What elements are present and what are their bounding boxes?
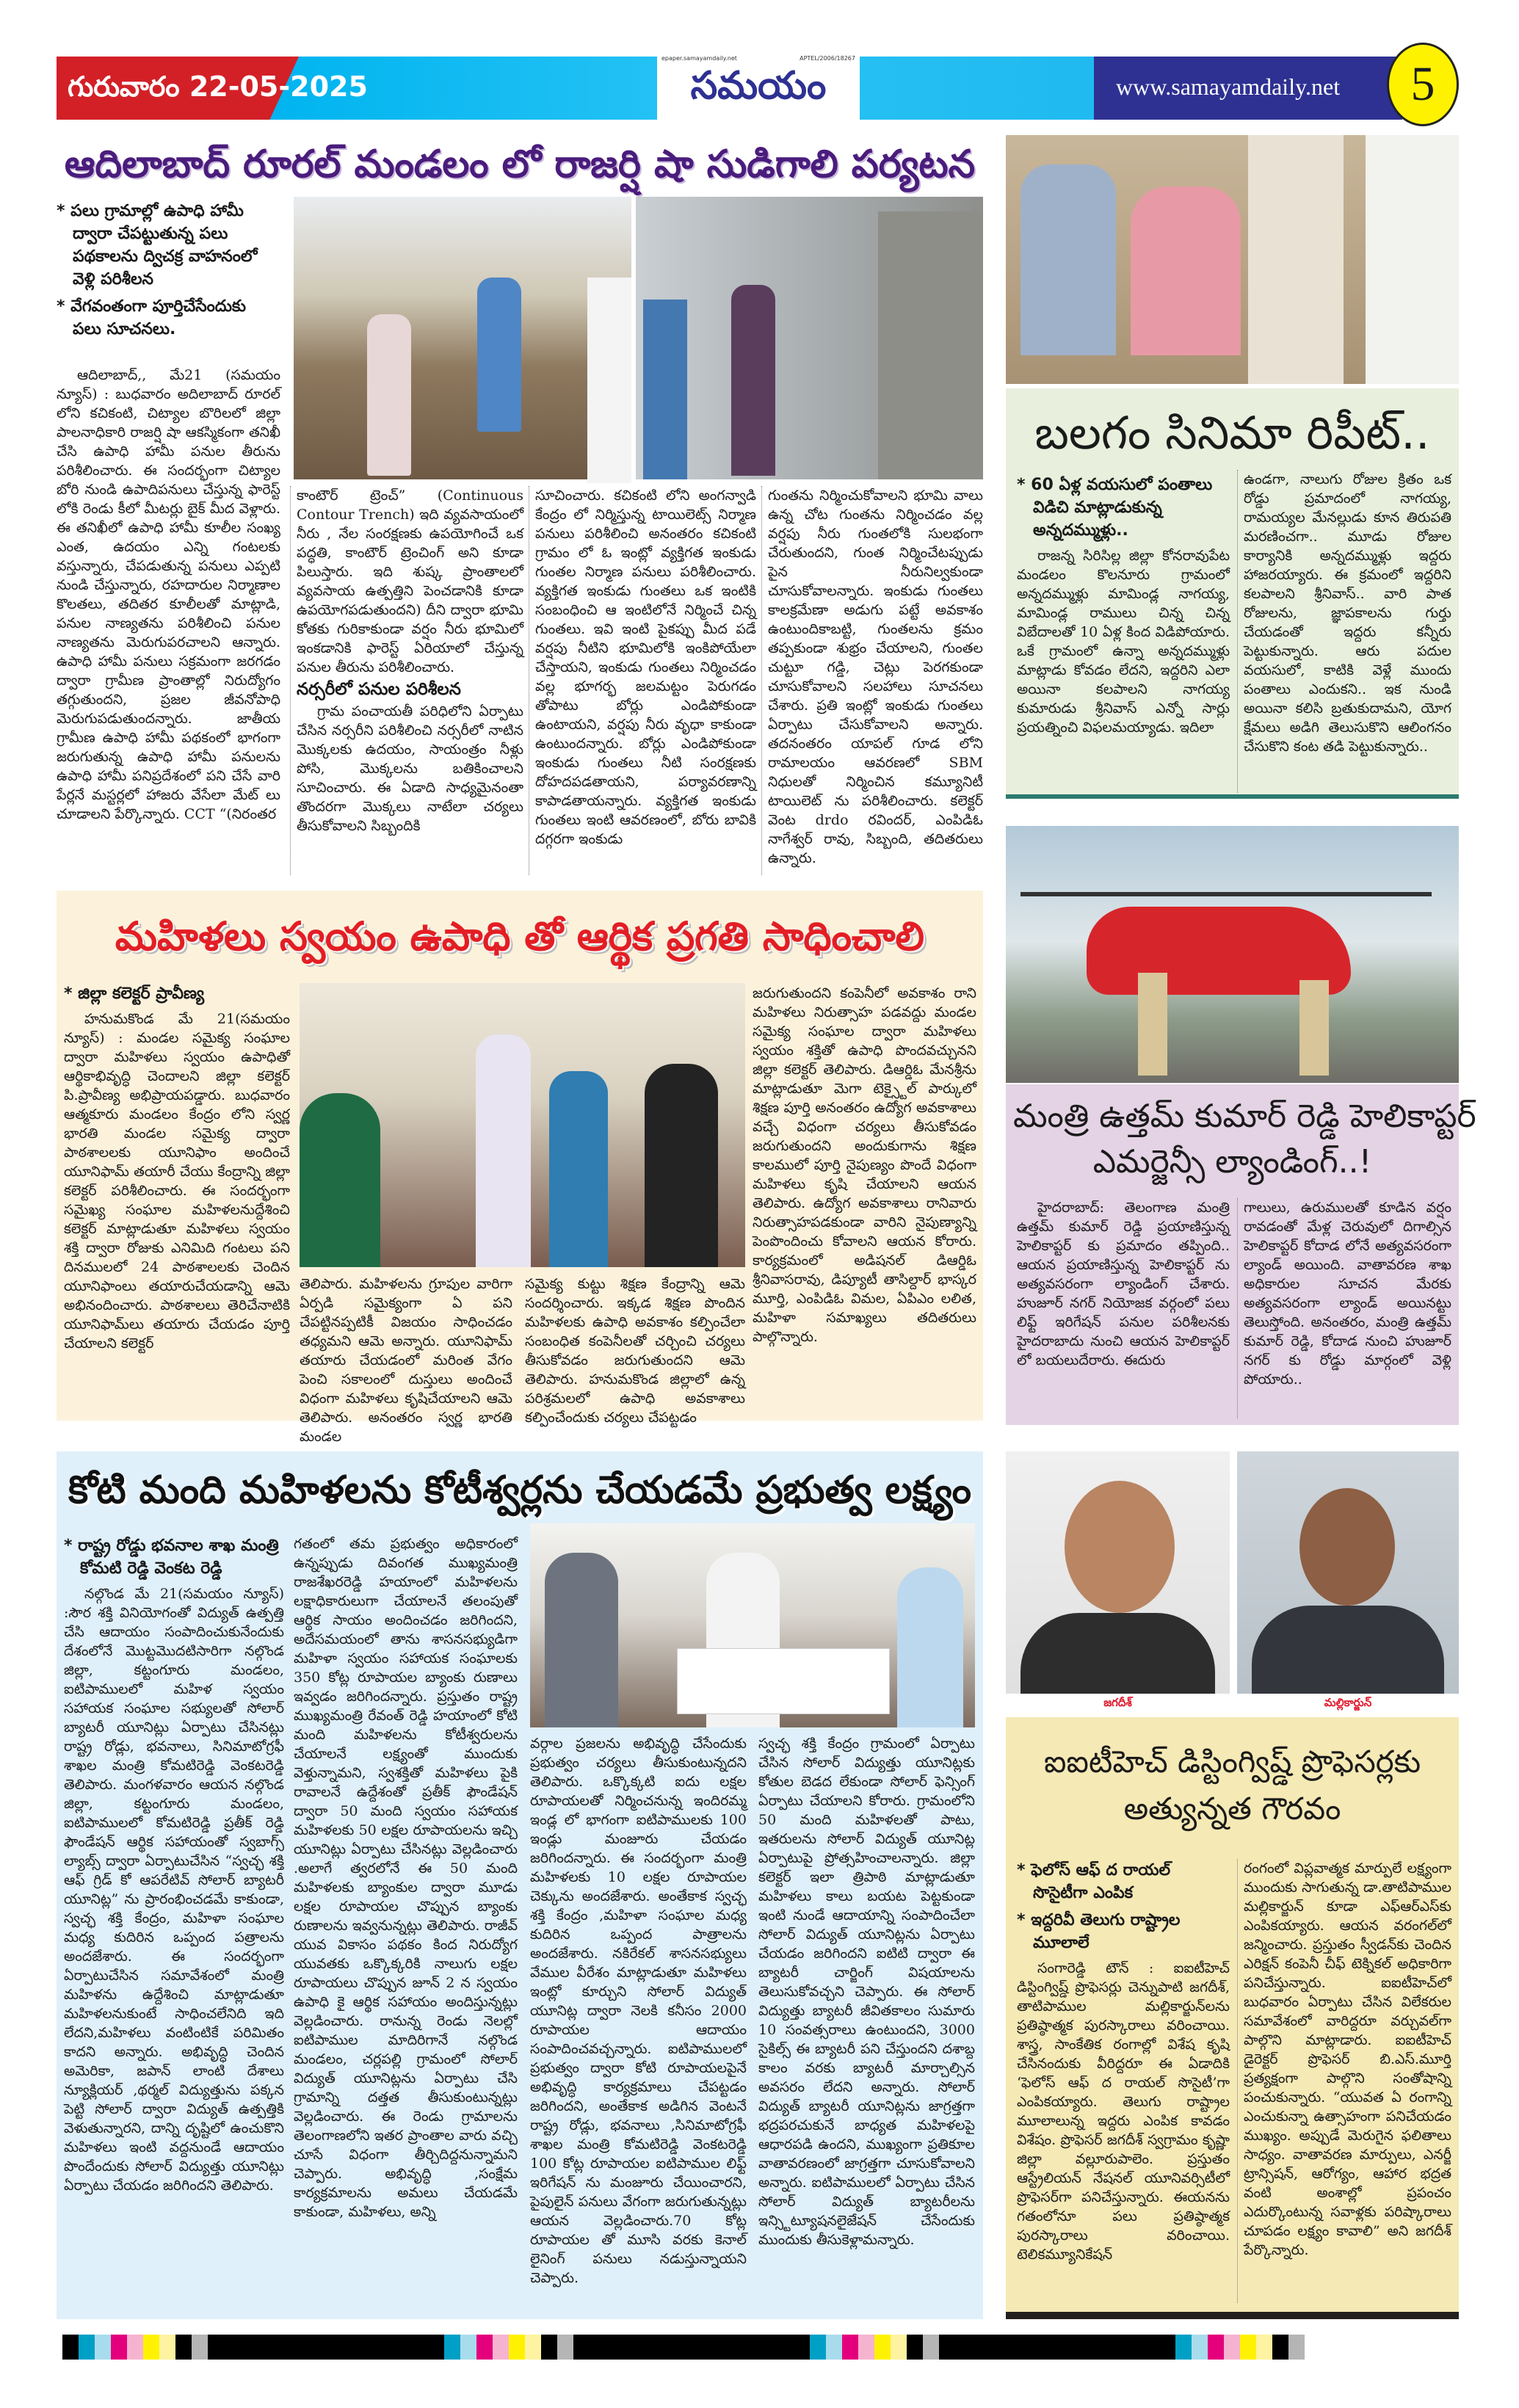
logo-text: సమయం <box>690 63 827 108</box>
adilabad-photo-field-inspection <box>294 197 631 479</box>
brick-wall <box>878 211 983 479</box>
women-col-3: సమైక్య కుట్టు శిక్షణ కేంద్రాన్ని ఆమె సందర్శించారు. ఇక్కడ శిక్షణ పొందిన మహిళలకు ఉపాధి అవకాశం కల్పించేలా సంబంధిత కంపెనీలతో చర్చించి చర్యలు తీసుకోవడం జరుగుతుందని ఆమె తెలిపారు. హనుమకొండ జిల్లాలో ఉన్న పరిశ్రమలలో ఉపాధి అవకాశాలు కల్పించేందుకు చర్యలు చేపట్టడం <box>525 1276 745 1426</box>
person-figure <box>645 1064 718 1267</box>
iith-col-1-text: సంగారెడ్డి టౌన్ : ఐఐటీహెచ్ డిస్టింగ్విష్డ్ ప్రొఫెసర్లు చెన్నుపాటి జగదీశ్, తాటిపాముల మల్లికార్జున్‌లను ప్రతిష్ఠాత్మక పురస్కారాలు వరించాయి. శాస్త్ర, సాంకేతిక రంగాల్లో విశేష కృషి చేసినందుకు వీరిద్దరూ ఈ ఏడాదికి ‘ఫెలోస్ ఆఫ్ ద రాయల్ సొసైటీ’గా ఎంపికయ్యారు. తెలుగు రాష్ట్రాల మూలాలున్న ఇద్దరు ఎంపిక కావడం విశేషం. ప్రొఫెసర్ జగదీశ్ స్వగ్రామం కృష్ణా జిల్లా వల్లూరుపాలెం. ప్రస్తుతం ఆస్ట్రేలియన్ నేషనల్ యూనివర్సిటీలో ప్రొఫెసర్‌గా పనిచేస్తున్నారు. ఈయనను గతంలోనూ పలు ప్రతిష్ఠాత్మక పురస్కారాలు వరించాయి. టెలికమ్యూనికేషన్ <box>1017 1960 1230 2263</box>
face <box>1299 1488 1395 1606</box>
adilabad-col-2b-text: గ్రామ పంచాయతీ పరిధిలోని ఏర్పాటు చేసిన నర్సరీని పరిశీలించి నర్సరీలో నాటిన మొక్కలకు ఉదయం, సాయంత్రం నీళ్లు పోసి, మొక్కలను బతికించాలని సూచించారు. ఈ ఏడాది సాధ్యమైనంతా తొందరగా మొక్కలు నాటేలా చర్యలు తీసుకోవాలని సిబ్బందికి <box>297 703 523 834</box>
bullet-point: * వేగవంతంగా పూర్తిచేసేందుకు పలు సూచనలు. <box>57 295 277 341</box>
color-swatch <box>444 2335 460 2360</box>
shoulders <box>1020 1613 1215 1694</box>
adilabad-bullets <box>57 200 277 345</box>
color-swatch <box>143 2335 159 2360</box>
color-swatch <box>810 2335 826 2360</box>
koti-col-4: స్వచ్ఛ శక్తి కేంద్రం గ్రామంలో ఏర్పాటు చేసిన సోలార్ విద్యుత్తు యూనిట్లకు కోతుల బెడద లేకుండా సోలార్ ఫెన్సింగ్ ఏర్పాటు చేయాలని కోరారు. గ్రామంలోని 50 మంది మహిళలతో పాటు, ఇతరులను సోలార్ విద్యుత్ యూనిట్ల ఏర్పాటుపై ప్రోత్సహించాలన్నారు. జిల్లా కలెక్టర్ ఇలా త్రిపాఠి మాట్లాడుతూ మహిళలు కాలు బయట పెట్టకుండా ఇంటి నుండే ఆదాయాన్ని సంపాదించేలా సోలార్ విద్యుత్ యూనిట్లను ఏర్పాటు చేయడం జరిగిందని ఐటిటి ద్వారా ఈ బ్యాటరీ చార్జింగ్ విషయాలను తెలుసుకోవచ్చని చెప్పారు. ఈ సోలార్ విద్యుత్తు బ్యాటరీ జీవితకాలం సుమారు 10 సంవత్సరాలు ఉంటుందని, 3000 సైకిల్స్ ఈ బ్యాటరీ పని చేస్తుందని దశాబ్ద కాలం వరకు బ్యాటరీ మార్చాల్సిన అవసరం లేదని అన్నారు. సోలార్ విద్యుత్ బ్యాటరీ యూనిట్లను జాగ్రత్తగా భద్రపరచుకునే బాధ్యత మహిళలపై ఆధారపడి ఉందని, ముఖ్యంగా ప్రతికూల వాతావరణంలో జాగ్రత్తగా చూసుకోవాలని అన్నారు. ఐటిపాములలో ఏర్పాటు చేసిన సోలార్ విద్యుత్ బ్యాటరీలను ఇన్స్టిట్యూషనలైజేషన్ చేసేందుకు ముందుకు తీసుకెళ్లామన్నారు. <box>758 1736 975 2248</box>
color-swatch <box>428 2335 444 2360</box>
person-figure <box>731 285 775 476</box>
koti-col-1-text: నల్గొండ మే 21(సమయం న్యూస్) :సౌర శక్తి వినియోగంతో విద్యుత్ ఉత్పత్తి చేసి ఆదాయం సంపాదించుకునేందుకు దేశంలోనే మొట్టమొదటిసారిగా నల్గొండ జిల్లా, కట్టంగూరు మండలం, ఐటిపాములలో మహిళ స్వయం సహాయక సంఘాల సభ్యులతో సోలార్ బ్యాటరీ యూనిట్లు ఏర్పాటు చేసినట్లు రాష్ట్ర రోడ్లు, భవనాలు, సినిమాటోగ్రఫీ శాఖల మంత్రి కోమటిరెడ్డి వెంకటరెడ్డి తెలిపారు. మంగళవారం ఆయన నల్గొండ జిల్లా, కట్టంగూరు మండలం, ఐటిపాములలో కోమటిరెడ్డి ప్రతీక్ రెడ్డి ఫౌండేషన్ ఆర్థిక సహాయంతో స్వబాగ్స్ ల్యాబ్స్ ద్వారా ఏర్పాటుచేసిన “స్వచ్ఛ శక్తి ఆఫ్ గ్రిడ్ కో ఆపరేటివ్ సోలార్ బ్యాటరీ యూనిట్ల” ను ప్రారంభించడమే కాకుండా, స్వచ్ఛ శక్తి కేంద్రం, మహిళా సంఘాల మధ్య కుదిరిన ఒప్పంద పత్రాలను అందజేశారు. ఈ సందర్భంగా ఏర్పాటుచేసిన సమావేశంలో మంత్రి మహిళను ఉద్దేశించి మాట్లాడుతూ మహిళలనుకుంటే సాధించలేనిది ఇది లేదని,మహిళలు వంటింటికే పరిమితం కాదని అన్నారు. అభివృద్ధి చెందిన అమెరికా, జపాన్ లాంటి దేశాలు న్యూక్లియర్ ,థర్మల్ విద్యుత్తును పక్కన పెట్టి సోలార్ ద్వారా విద్యుత్ ఉత్పత్తికి వెళుతున్నారని, దాన్ని దృష్టిలో ఉంచుకొని మహిళలు ఇంటి వద్దనుండే ఆదాయం పొందేందుకు సోలార్ విద్యుత్తు యూనిట్లు ఏర్పాటు చేయడం జరిగిందని తెలిపారు. <box>64 1586 284 2194</box>
adilabad-headline: ఆదిలాబాద్ రూరల్ మండలం లో రాజర్షి షా సుడిగాలి పర్యటన <box>64 142 976 186</box>
color-swatch <box>557 2335 573 2360</box>
person-figure <box>300 1093 380 1267</box>
portrait-jagadish <box>1006 1451 1230 1694</box>
portrait-mallikarjun <box>1237 1451 1459 1694</box>
women-col-4: జరుగుతుందని కంపెనీలో అవకాశం రాని మహిళలు నిరుత్సాహ పడవద్దు మండల సమైక్య సంఘాల ద్వారా మహిళలు స్వయం శక్తితో ఉపాధి పొందవచ్చునని జిల్లా కలెక్టర్ తెలిపారు. డిఆర్డిఓ మేనశ్రీను మాట్లాడుతూ మెగా టెక్స్టైల్ పార్కులో శిక్షణ పూర్తి అనంతరం ఉద్యోగ అవకాశాలు వచ్చే విధంగా చర్యలు తీసుకోవడం జరుగుతుందని అందుకుగాను శిక్షణ కాలములో పూర్తి నైపుణ్యం పొందే విధంగా మహిళలు కృషి చేయాలని ఆయన తెలిపారు. ఉద్యోగ అవకాశాలు రానివారు నిరుత్సాహపడకుండా వారిని నైపుణ్యాన్ని పెంపొందించు కోవాలని ఆయన కోరారు. కార్యక్రమంలో అడిషనల్ డిఆర్డిఓ శ్రీనివాసరావు, డిప్యూటీ తాసిల్దార్ భాస్కర మూర్తి, ఎంపిడిఓ విమల, ఏపిఎం లలిత, మహిళా సమాఖ్యలు తదితరులు పాల్గొన్నారు. <box>753 985 976 1345</box>
iith-headline <box>1013 1738 1451 1832</box>
rotor-blade <box>1020 892 1432 896</box>
koti-col-3: వర్గాల ప్రజలను అభివృద్ధి చేసేందుకు ప్రభుత్వం చర్యలు తీసుకుంటున్నదని తెలిపారు. ఒక్కొక్కటి ఐదు లక్షల రూపాయలతో నిర్మించనున్న ఇందిరమ్మ ఇండ్ల లో భాగంగా ఐటిపాములకు 100 ఇండ్లు మంజూరు చేయడం జరిగిందన్నారు. ఈ సందర్భంగా మంత్రి మహిళలకు 10 లక్షల రూపాయల చెక్కును అందజేశారు. అంతేకాక స్వచ్ఛ శక్తి కేంద్రం ,మహిళా సంఘాల మధ్య కుదిరిన ఒప్పంద పాత్రాలను అందజేశారు. నకిరేకల్ శాసనసభ్యులు వేముల వీరేశం మాట్లాడుతూ మహిళలు ఇంట్లో కూర్చుని సోలార్ విద్యుత్ యూనిట్ల ద్వారా నెలకి కనీసం 2000 రూపాయల ఆదాయం సంపాదించవచ్చన్నారు. ఐటిపాములలో ప్రభుత్వం ద్వారా కోటి రూపాయలపైనే అభివృద్ధి కార్యక్రమాలు చేపట్టడం జరిగిందని, అంతేకాక అడిగిన వెంటనే రాష్ట్ర రోడ్లు, భవనాలు ,సినిమాటోగ్రఫీ శాఖల మంత్రి కోమటిరెడ్డి వెంకటరెడ్డి 100 కోట్ల రూపాయల ఐటిపాముల లిఫ్ట్ ఇరిగేషన్ ను మంజూరు చేయించారని, పైపులైన్ పనులు వేగంగా జరుగుతున్నట్లు ఆయన వెల్లడించారు.70 కోట్ల రూపాయల తో మూసి వరకు కెనాల్ లైనింగ్ పనులు నడుస్తున్నాయని చెప్పారు. <box>530 1736 747 2286</box>
color-swatch <box>509 2335 525 2360</box>
color-swatch <box>923 2335 939 2360</box>
person-figure <box>545 1553 618 1727</box>
color-swatch <box>476 2335 493 2360</box>
koti-col-2: గతంలో తమ ప్రభుత్వం అధికారంలో ఉన్నప్పుడు దివంగత ముఖ్యమంత్రి రాజశేఖరరెడ్డి హయాంలో మహిళలను లక్షాధికారులుగా చేయాలనే తలంపుతో ఆర్థిక సాయం అందించడం జరిగిందని, అదేసమయంలో తాను శాసనసభ్యుడిగా మహిళా స్వయం సహాయక సంఘాలకు 350 కోట్ల రూపాయల బ్యాంకు రుణాలు ఇవ్వడం జరిగిందన్నారు. ప్రస్తుతం రాష్ట్ర ముఖ్యమంత్రి రేవంత్ రెడ్డి హయాంలో కోటి మంది మహిళలను కోటీశ్వరులను చేయాలనే లక్ష్యంతో ముందుకు వెళ్తున్నామని, స్వశక్తితో మహిళలు పైకి రావాలనే ఉద్దేశంతో ప్రతీక్ ఫౌండేషన్ ద్వారా 50 మంది స్వయం సహాయక మహిళలకు 50 లక్షల రూపాయలను ఇచ్చి యూనిట్లు ఏర్పాటు చేసినట్లు వెల్లడించారు .అలాగే త్వరలోనే ఈ 50 మంది మహిళలకు బ్యాంకుల ద్వారా మూడు లక్షల రూపాయల చొప్పున బ్యాంకు రుణాలను ఇవ్వనున్నట్లు తెలిపారు. రాజీవ్ యువ వికాసం పథకం కింద నిరుద్యోగ యువతకు ఒక్కొక్కరికి నాలుగు లక్షల రూపాయలు చొప్పున జూన్ 2 న స్వయం ఉపాధి కై ఆర్థిక సహాయం అందిస్తున్నట్లు వెల్లడించారు. రానున్న రెండు నెలల్లో ఐటిపాముల మాదిరిగానే నల్గొండ మండలం, చర్లపల్లి గ్రామంలో సోలార్ విద్యుత్ యూనిట్లను ఏర్పాటు చేసి గ్రామాన్ని దత్తత తీసుకుంటున్నట్లు వెల్లడించారు. ఈ రెండు గ్రామాలను తెలంగాణలోని ఇతర ప్రాంతాల వారు వచ్చి చూసే విధంగా తీర్చిదిద్దనున్నామని చెప్పారు. అభివృద్ధి ,సంక్షేమ కార్యక్రమాలను అమలు చేయడమే కాకుండా, మహిళలు, అన్ని <box>294 1536 518 2220</box>
koti-headline: కోటి మంది మహిళలను కోటీశ్వర్లను చేయడమే ప్రభుత్వ లక్ష్యం <box>68 1468 971 1512</box>
adilabad-col-1: ఆదిలాబాద్,, మే21 (సమయం న్యూస్) : బుధవారం అదిలాబాద్ రూరల్ లోని కచికంటి, చిట్యాల బొరిలలో జిల్లా పాలనాధికారి రాజర్షి షా ఆకస్మికంగా తనిఖీ చేసి ఉపాధి హామీ పనుల తీరును పరిశీలించారు. ఈ సందర్భంగా చిట్యాల బోరి నుండి ఉపాదిపనులు చేస్తున్న ఫారెస్ట్ లోకి రెండు కీలో మీటర్లు బైక్ మీద వెళ్లారు. ఈ తనిఖీలో ఉపాధి హామీ కూలీల సంఖ్య ఎంత, ఉదయం ఎన్ని గంటలకు వస్తున్నారు, చేపడుతున్న పనులు ఎప్పటి నుండి చేస్తున్నారు, రహదారుల నిర్మాణాల కొలతలు, తదితర కూలీలతో మాట్లాడి, పనుల నాణ్యతను పరిశీలించి పనుల నాణ్యతను మెరుగుపరచాలని ఆన్నారు. ఉపాధి హామీ పనులు సక్రమంగా జరగడం ద్వారా గ్రామీణ ప్రాంతాల్లో నిరుద్యోగం తగ్గుతుందని, ప్రజల జీవనోపాధి మెరుగుపడుతుందన్నారు. జాతీయ గ్రామీణ ఉపాధి హామీ పథకంలో భాగంగా జరుగుతున్న ఉపాధి హామీ పనులను ఉపాధి హామీ పనిప్రదేశంలో పని చేసే వారి పేర్లనే మస్టర్లలో హాజరు వేసేలా మేట్ లు చూడాలని పేర్కొన్నారు. CCT “(నిరంతర <box>57 367 280 822</box>
adilabad-photo-toilet-construction <box>636 197 983 479</box>
color-swatch <box>939 2335 1159 2360</box>
color-swatch <box>111 2335 127 2360</box>
helicopter-photo <box>1006 826 1459 1083</box>
color-swatch <box>858 2335 874 2360</box>
iith-col-2: రంగంలో విప్లవాత్మక మార్పులే లక్ష్యంగా ముందుకు సాగుతున్న డా.తాటిపాముల మల్లికార్జున్ కూడా ఎఫ్‌ఆర్‌ఎస్‌కు ఎంపికయ్యారు. ఆయన వరంగల్‌లో జన్మించారు. ప్రస్తుతం స్వీడన్‌కు చెందిన ఎరిక్షన్ కంపెనీ చీఫ్ టెక్నికల్ అధికారిగా పనిచేస్తున్నారు. ఐఐటీహెచ్‌లో బుధవారం ఏర్పాటు చేసిన విలేకరుల సమావేశంలో వారిద్దరూ వర్చువల్‌గా పాల్గొని మాట్లాడారు. ఐఐటీహెచ్ డైరెక్టర్ ప్రొఫెసర్ బి.ఎస్.మూర్తి ప్రత్యక్షంగా పాల్గొని సంతోషాన్ని పంచుకున్నారు. “యువత ఏ రంగాన్ని ఎంచుకున్నా ఉత్సాహంగా పనిచేయడం ముఖ్యం. అప్పుడే మెరుగైన ఫలితాలు సాధ్యం. వాతావరణ మార్పులు, ఎనర్జీ ట్రాన్సిషన్, ఆరోగ్యం, ఆహార భద్రత వంటి అంశాల్లో ప్రపంచం ఎదుర్కొంటున్న సవాళ్లకు పరిష్కారాలు చూపడం లక్ష్యం కావాలి” అని జగదీశ్ పేర్కొన్నారు. <box>1237 1859 1451 2303</box>
bullet-point: * పలు గ్రామాల్లో ఉపాధి హామీ ద్వారా చేపట్టుతున్న పలు పథకాలను ద్విచక్ర వాహనంలో వెళ్లి పరిశీలన <box>57 200 277 291</box>
color-swatch <box>874 2335 891 2360</box>
koti-photo-cheque-handover <box>530 1523 975 1727</box>
balagam-col-1 <box>1017 474 1230 788</box>
person-figure <box>587 278 631 483</box>
color-swatch <box>1192 2335 1208 2360</box>
person-figure <box>476 1034 531 1267</box>
color-swatch <box>794 2335 810 2360</box>
color-swatch <box>1288 2335 1305 2360</box>
color-swatch <box>127 2335 143 2360</box>
balagam-col-1-text: రాజన్న సిరిసిల్ల జిల్లా కోనరావుపేట మండలం కొలనూరు గ్రామంలో అన్నదమ్ముళ్లు మామిండ్ల నాగయ్య, మామిండ్ల రాములు చిన్న చిన్న విబేదాలతో 10 ఏళ్ల కింద విడిపోయారు. ఒకే గ్రామంలో ఉన్నా అన్నదమ్ముళ్లు మాట్లాడు కోవడం లేదని, ఇద్దరిని ఎలా అయినా కలపాలని నాగయ్య కుమారుడు శ్రీనివాస్ ఎన్నో సార్లు ప్రయత్నించి విఫలమయ్యాడు. ఇదిలా <box>1017 548 1230 736</box>
color-swatch <box>192 2335 208 2360</box>
color-swatch <box>460 2335 476 2360</box>
color-swatch <box>842 2335 858 2360</box>
iith-headline-line-1: ఐఐటీహెచ్ డిస్టింగ్విష్డ్ ప్రొఫెసర్లకు <box>1043 1744 1421 1780</box>
balagam-headline: బలగం సినిమా రిపీట్.. <box>1034 406 1430 460</box>
person-figure <box>897 1567 963 1727</box>
helicopter-headline-line-2: ఎమర్జెన్సీ ల్యాండింగ్..! <box>1092 1143 1372 1181</box>
logo-epaper-url: epaper.samayamdaily.net <box>661 55 737 62</box>
cheque <box>677 1648 890 1714</box>
person-figure <box>367 314 411 476</box>
color-swatch <box>159 2335 175 2360</box>
helicopter-col-1: హైదరాబాద్: తెలంగాణ మంత్రి ఉత్తమ్ కుమార్ రెడ్డి ప్రయాణిస్తున్న హెలికాప్టర్ కు ప్రమాదం తప్పింది.. ఆయన ప్రయాణిస్తున్న హెలికాప్టర్ ను అత్యవసరంగా ల్యాండింగ్ చేశారు. హుజూర్ నగర్ నియోజక వర్గంలో పలు లిఫ్ట్ ఇరిగేషన్ పనుల పరిశీలనకు హైదరాబాదు నుంచి ఆయన హెలికాప్టర్ లో బయలుదేరారు. ఈదురు <box>1017 1200 1230 1368</box>
color-swatch <box>573 2335 794 2360</box>
koti-col-1 <box>64 1534 284 2318</box>
bullet-point: * ఫెలోస్ ఆఫ్ ద రాయల్ సొసైటీగా ఎంపిక <box>1017 1859 1230 1904</box>
women-photo-uniform-centre <box>300 983 745 1267</box>
bullet-point: * రాష్ట్ర రోడ్డు భవనాల శాఖ మంత్రి కోమటి రెడ్డి వెంకట రెడ్డి <box>64 1534 284 1580</box>
bullet-point: * ఇద్దరివీ తెలుగు రాష్ట్రాల మూలాలే <box>1017 1909 1230 1954</box>
logo-registration: APTEL/2006/18267 <box>800 55 855 62</box>
color-swatch <box>493 2335 509 2360</box>
person-figure <box>1299 980 1329 1076</box>
person-figure <box>549 1071 608 1267</box>
color-swatch <box>826 2335 842 2360</box>
adilabad-col-2 <box>290 486 523 875</box>
nursery-subhead: నర్సరీలో పనుల పరిశీలన <box>297 679 461 699</box>
caption-mallikarjun: మల్లికార్జున్ <box>1324 1696 1372 1709</box>
masthead-logo <box>657 53 860 123</box>
helicopter-col-2: గాలులు, ఉరుములతో కూడిన వర్షం రావడంతో మేళ్ల చెరువులో దిగాల్సిన హెలికాప్టర్ కోదాడ లోనే అత్యవసరంగా ల్యాండ్ అయింది. వాతావరణ శాఖ అధికారుల సూచన మేరకు అత్యవసరంగా ల్యాండ్ అయినట్టు తెలుస్తోంది. అనంతరం, మంత్రి ఉత్తమ్ కుమార్ రెడ్డి, కోదాడ నుంచి హుజూర్ నగర్ కు రోడ్డు మార్గంలో వెళ్లి పోయారు.. <box>1237 1198 1451 1418</box>
person-figure <box>1020 164 1116 355</box>
color-swatch <box>1256 2335 1272 2360</box>
women-headline: మహిళలు స్వయం ఉపాధి తో ఆర్థిక ప్రగతి సాధించాలి <box>115 913 925 960</box>
iith-headline-line-2: అత్యున్నత గౌరవం <box>1123 1791 1341 1827</box>
color-swatch <box>62 2335 79 2360</box>
color-swatch <box>79 2335 95 2360</box>
person-figure <box>1366 135 1459 384</box>
face <box>1065 1481 1175 1613</box>
color-swatch <box>891 2335 907 2360</box>
print-color-bar <box>62 2335 1457 2360</box>
person-figure <box>1138 973 1167 1076</box>
women-col-1 <box>64 982 290 1412</box>
adilabad-col-4: గుంతను నిర్మించుకోవాలని భూమి వాలు ఉన్న చోట గుంతను నిర్మించడం వల్ల వర్షపు నీరు గుంతలోకి సులభంగా చేరుతుందని, గుంత నిర్మించేటప్పుడు పైన నీరునిల్వకుండా చూసుకోవాలన్నారు. ఇంకుడు గుంతలు కాలక్రమేణా అడుగు పట్టే అవకాశం ఉంటుందికాబట్టి, గుంతలను క్రమం తప్పకుండా శుభ్రం చేయాలని, గుంతల చుట్టూ గడ్డి, చెట్లు పెరగకుండా చూసుకోవాలని సలహాలు సూచనలు చేశారు. ప్రతి ఇంట్లో ఇంకుడు గుంతలు ఏర్పాటు చేసుకోవాలని అన్నారు. తదనంతరం యాపల్ గూడ లోని రామాలయం ఆవరణలో SBM నిధులతో నిర్మించిన కమ్యూనిటీ టాయిలెట్ ను పరిశీలించారు. కలెక్టర్ వెంట drdo రవిందర్, ఎంపిడిఓ నాగేశ్వర్ రావు, సిబ్బంది, తదితరులు ఉన్నారు. <box>761 486 983 875</box>
color-swatch <box>525 2335 541 2360</box>
color-swatch <box>907 2335 923 2360</box>
color-swatch <box>95 2335 111 2360</box>
person-figure <box>1248 135 1344 384</box>
iith-col-1 <box>1017 1859 1230 2267</box>
balagam-photo-brothers <box>1006 135 1459 384</box>
bullet-point: * 60 ఏళ్ల వయసులో పంతాలు విడిచి మాట్లాడుకున్న అన్నదమ్ముళ్లు.. <box>1017 474 1230 542</box>
adilabad-col-2-text: కాంటౌర్ ట్రెంచ్” (Continuous Contour Trench) ఇది వ్యవసాయంలో నీరు , నేల సంరక్షణకు ఉపయోగించే ఒక పద్ధతి, కాంటౌర్ ట్రెంచింగ్ అని కూడా పిలుస్తారు. ఇది శుష్క ప్రాంతాలలో వ్యవసాయ ఉత్పత్తిని పెంచడానికి కూడా ఉపయోగపడుతుందని) దీని ద్వారా భూమి కోతకు గురికాకుండా వర్షం నీరు భూమిలో ఇంకడానికి ఫారెస్ట్ ఏరియాలో చేస్తున్న పనుల తీరును పరిశీలించారు. <box>297 487 523 675</box>
women-col-2: తెలిపారు. మహిళలను గ్రూపుల వారిగా ఏర్పడి సమైక్యంగా ఏ పని చేపట్టినప్పటికీ విజయం సాధించడం తధ్యమని ఆమె అన్నారు. యూనిఫామ్ తయారు చేయడంలో మరింత వేగం పెంచి సకాలంలో దుస్తులు అందించే విధంగా మహిళలు కృషిచేయాలని ఆమె తెలిపారు. అనంతరం స్వర్ణ భారతి మండల <box>300 1276 512 1445</box>
person-figure <box>477 278 521 432</box>
balagam-col-2: ఉండగా, నాలుగు రోజుల క్రితం ఒక రోడ్డు ప్రమాదంలో నాగయ్య, రామయ్యల మేనల్లుడు కూన తిరుపతి మరణించగా.. మూడు రోజుల కార్యానికి అన్నదమ్ముళ్లు ఇద్దరు హాజరయ్యారు. ఈ క్రమంలో ఇద్దరిని కలపాలని శ్రీనివాస్.. వారి పాత రోజులను, జ్ఞాపకాలను గుర్తు చేయడంతో ఇద్దరు కన్నీరు పెట్టుకున్నారు. ఆరు పదుల వయసులో, కాటికి వెళ్లే ముందు పంతాలు ఎందుకని.. ఇక నుండి అయినా కలిసి బ్రతుకుదామని, యోగ క్షేమలు అడిగి తెలుసుకొని ఆలింగనం చేసుకొని కంట తడి పెట్టుకున్నారు.. <box>1237 470 1451 793</box>
color-swatch <box>541 2335 557 2360</box>
issue-date: గురువారం 22-05-2025 <box>68 70 368 103</box>
helicopter-headline-line-1: మంత్రి ఉత్తమ్ కుమార్ రెడ్డి హెలికాప్టర్ <box>1013 1098 1476 1135</box>
page-number: 5 <box>1387 43 1459 126</box>
adilabad-col-3: సూచించారు. కచికంటి లోని అంగన్వాడి కేంద్రం లో నిర్మిస్తున్న టాయిలెట్స్ నిర్మాణ పనులు పరిశీలించి అనంతరం కచికంటి గ్రామం లో ఓ ఇంట్లో వ్యక్తిగత ఇంకుడు గుంతల నిర్మాణ పనులు పరిశీలించారు. వ్యక్తిగత ఇంకుడు గుంతలు ఒక ఇంటికి సంబంధించి ఆ ఇంటిలోనే నిర్మించే చిన్న గుంతలు. ఇవి ఇంటి పైకప్పు మీద పడే వర్షపు నీటిని భూమిలోకి ఇంకిపోయేలా చేస్తాయని, ఇంకుడు గుంతలు నిర్మించడం వల్ల భూగర్భ జలమట్టం పెరుగడం తోపాటు బోర్లు ఎండిపోకుండా ఉంటాయని, వర్షపు నీరు వృధా కాకుండా ఉంటుందన్నారు. బోర్లు ఎండిపోకుండా ఇంకుడు గుంతలు నీటి సంరక్షణకు దోహదపడతాయని, పర్యావరణాన్ని కాపాడతాయన్నారు. వ్యక్తిగత ఇంకుడు గుంతలు ఇంటి ఆవరణంలో, బోరు బావికి దగ్గరగా ఇంకుడు <box>529 486 756 875</box>
caption-jagadish: జగదీశ్ <box>1103 1696 1132 1709</box>
color-swatch <box>1224 2335 1240 2360</box>
shoulders <box>1252 1606 1444 1694</box>
color-swatch <box>1175 2335 1192 2360</box>
color-swatch <box>208 2335 428 2360</box>
helicopter-headline <box>1013 1094 1476 1185</box>
color-swatch <box>1159 2335 1175 2360</box>
color-swatch <box>1208 2335 1224 2360</box>
website-url[interactable]: www.samayamdaily.net <box>1116 73 1341 100</box>
color-swatch <box>175 2335 192 2360</box>
bullet-point: * జిల్లా కలెక్టర్ ప్రావీణ్య <box>64 982 290 1005</box>
color-swatch <box>1240 2335 1256 2360</box>
color-swatch <box>1272 2335 1288 2360</box>
women-col-1-text: హనుమకొండ మే 21(సమయం న్యూస్) : మండల సమైక్య సంఘాల ద్వారా మహిళలు స్వయం ఉపాధితో ఆర్థికాభివృద్ధి చెందాలని జిల్లా కలెక్టర్ పి.ప్రావీణ్య అభిప్రాయపడ్డారు. బుధవారం ఆత్మకూరు మండలం కేంద్రం లోని స్వర్ణ భారతి మండల సమైక్య ద్వారా పాఠశాలలకు యూనిఫాం అందించే యూనిఫామ్ తయారీ చేయు కేంద్రాన్ని జిల్లా కలెక్టర్ పరిశీలించారు. ఈ సందర్భంగా సమైఖ్య సంఘాల మహిళలనుద్దేశించి కలెక్టర్ మాట్లాడుతూ మహిళలు స్వయం శక్తి ద్వారా రోజుకు ఎనిమిది గంటలు పని దినములలో 24 పాఠశాలలకు చెందిన యూనిఫాంలు తయారుచేయడాన్ని ఆమె అభినందించారు. పాఠశాలలు తెరిచేనాటికి యూనిఫామ్‌లు తయారు చేయడం పూర్తి చేయాలని కలెక్టర్ <box>64 1011 290 1352</box>
person-figure <box>643 300 687 479</box>
person-figure <box>1131 186 1241 355</box>
